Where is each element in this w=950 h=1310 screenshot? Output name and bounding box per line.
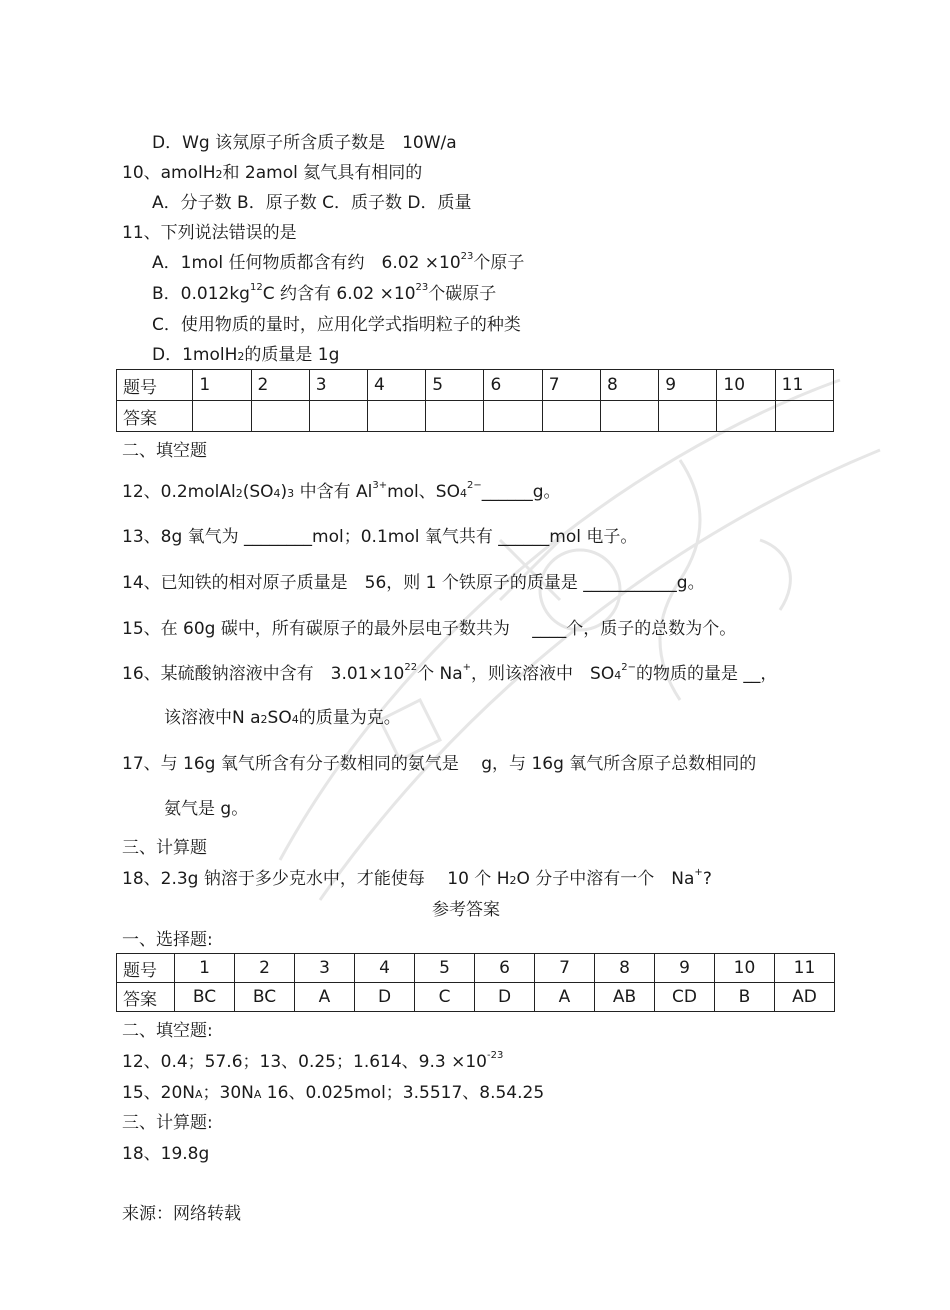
table-cell: 4 <box>355 954 415 983</box>
reference-answer-title: 参考答案 <box>432 900 500 920</box>
ref-section-3-title: 三、计算题: <box>122 1113 213 1133</box>
table-cell: 11 <box>775 370 833 401</box>
table-cell: 10 <box>717 370 775 401</box>
q14: 14、已知铁的相对原子质量是 56，则 1 个铁原子的质量是 ___________g。 <box>122 573 705 593</box>
q11-option-d: D．1molH2的质量是 1g <box>152 345 340 365</box>
answer-blank-cell[interactable] <box>775 401 833 432</box>
table-cell: 3 <box>295 954 355 983</box>
answer-blank-cell[interactable] <box>659 401 717 432</box>
answer-blank-cell[interactable] <box>309 401 367 432</box>
table-cell: 6 <box>484 370 542 401</box>
table-cell: BC <box>235 983 295 1012</box>
answer-blank-cell[interactable] <box>426 401 484 432</box>
q15: 15、在 60g 碳中，所有碳原子的最外层电子数共为 ____个，质子的总数为个。 <box>122 619 737 639</box>
q11-option-b: B．$0.012kg^{12}C$ 约含有 $6.02 \times 10^{23}$个碳原子 <box>152 282 497 304</box>
q16-line-2: 该溶液中N a2SO4的质量为克。 <box>164 708 401 728</box>
source-note: 来源：网络转载 <box>122 1204 241 1224</box>
answer-blank-cell[interactable] <box>717 401 775 432</box>
table-cell: 10 <box>715 954 775 983</box>
table-cell: CD <box>655 983 715 1012</box>
table-row <box>117 401 834 432</box>
q17: 17、与 16g 氧气所含有分子数相同的氨气是 g，与 16g 氧气所含原子总数相同的 <box>122 754 757 774</box>
q11-option-a: A．1mol 任何物质都含有约 $6.02 \times 10^{23}$个原子 <box>152 251 525 273</box>
q11-stem: 11、下列说法错误的是 <box>122 223 297 243</box>
answer-blank-cell[interactable] <box>251 401 309 432</box>
table-cell: 5 <box>415 954 475 983</box>
table-row <box>117 954 835 983</box>
table-cell: B <box>715 983 775 1012</box>
ref-fill-answers-1: 12、0.4；57.6；13、0.25；1.614、$9.3 \times 10^{-23}$ <box>122 1050 504 1072</box>
table-cell: A <box>295 983 355 1012</box>
q16: 16、某硫酸钠溶液中含有 $3.01\times 10^{22}$个 Na+，则该溶液中 $SO4^{2-}$的物质的量是 __， <box>122 662 778 684</box>
table-cell: AB <box>595 983 655 1012</box>
ref-section-2-title: 二、填空题: <box>122 1021 213 1041</box>
table-cell: 6 <box>475 954 535 983</box>
section-2-title: 二、填空题 <box>122 441 207 461</box>
table-cell: D <box>475 983 535 1012</box>
table-answer-label: 答案 <box>117 401 193 432</box>
table-cell: BC <box>175 983 235 1012</box>
answer-blank-cell[interactable] <box>600 401 658 432</box>
table-cell: C <box>415 983 475 1012</box>
table-cell: 9 <box>659 370 717 401</box>
answer-blank-cell[interactable] <box>542 401 600 432</box>
section-3-title: 三、计算题 <box>122 838 207 858</box>
reference-answer-table <box>116 953 835 1012</box>
answer-blank-cell[interactable] <box>484 401 542 432</box>
answer-blank-cell[interactable] <box>368 401 426 432</box>
table-cell: 1 <box>193 370 251 401</box>
table-cell: 8 <box>600 370 658 401</box>
table-cell: 2 <box>251 370 309 401</box>
table-cell: 5 <box>426 370 484 401</box>
table-cell: 11 <box>775 954 835 983</box>
table-cell: 3 <box>309 370 367 401</box>
q17-line-2: 氨气是 g。 <box>164 799 249 819</box>
table-cell: 7 <box>542 370 600 401</box>
q9-option-d: D．Wg 该氖原子所含质子数是 10W/a <box>152 133 457 153</box>
table-row <box>117 370 834 401</box>
table-cell: 8 <box>595 954 655 983</box>
table-cell: AD <box>775 983 835 1012</box>
answer-blank-cell[interactable] <box>193 401 251 432</box>
table-cell: 2 <box>235 954 295 983</box>
table-cell: 9 <box>655 954 715 983</box>
table-cell: 7 <box>535 954 595 983</box>
ref-fill-answers-2: 15、20NA；30NA 16、0.025mol；3.5517、8.54.25 <box>122 1083 545 1103</box>
q10-stem: 10、amolH2和 2amol 氦气具有相同的 <box>122 163 423 183</box>
table-header-label: 题号 <box>117 370 193 401</box>
table-cell: A <box>535 983 595 1012</box>
table-header-label: 题号 <box>117 954 175 983</box>
q18: 18、2.3g 钠溶于多少克水中，才能使每 10 个 H2O 分子中溶有一个 Na+? <box>122 867 712 889</box>
q10-options: A．分子数 B．原子数 C．质子数 D．质量 <box>152 193 472 213</box>
table-cell: 4 <box>368 370 426 401</box>
table-row <box>117 983 835 1012</box>
ref-calc-answer: 18、19.8g <box>122 1144 210 1164</box>
q13: 13、8g 氧气为 ________mol；0.1mol 氧气共有 ______mol 电子。 <box>122 527 638 547</box>
answer-blank-table <box>116 369 834 432</box>
table-cell: 1 <box>175 954 235 983</box>
q11-option-c: C．使用物质的量时，应用化学式指明粒子的种类 <box>152 315 521 335</box>
table-answer-label: 答案 <box>117 983 175 1012</box>
q12: 12、0.2molAl2(SO4)3 中含有 $Al^{3+}mol$、$SO4^{2-}\_\_\_\_\_\_g$。 <box>122 480 561 502</box>
table-cell: D <box>355 983 415 1012</box>
ref-section-1-title: 一、选择题: <box>122 930 213 950</box>
